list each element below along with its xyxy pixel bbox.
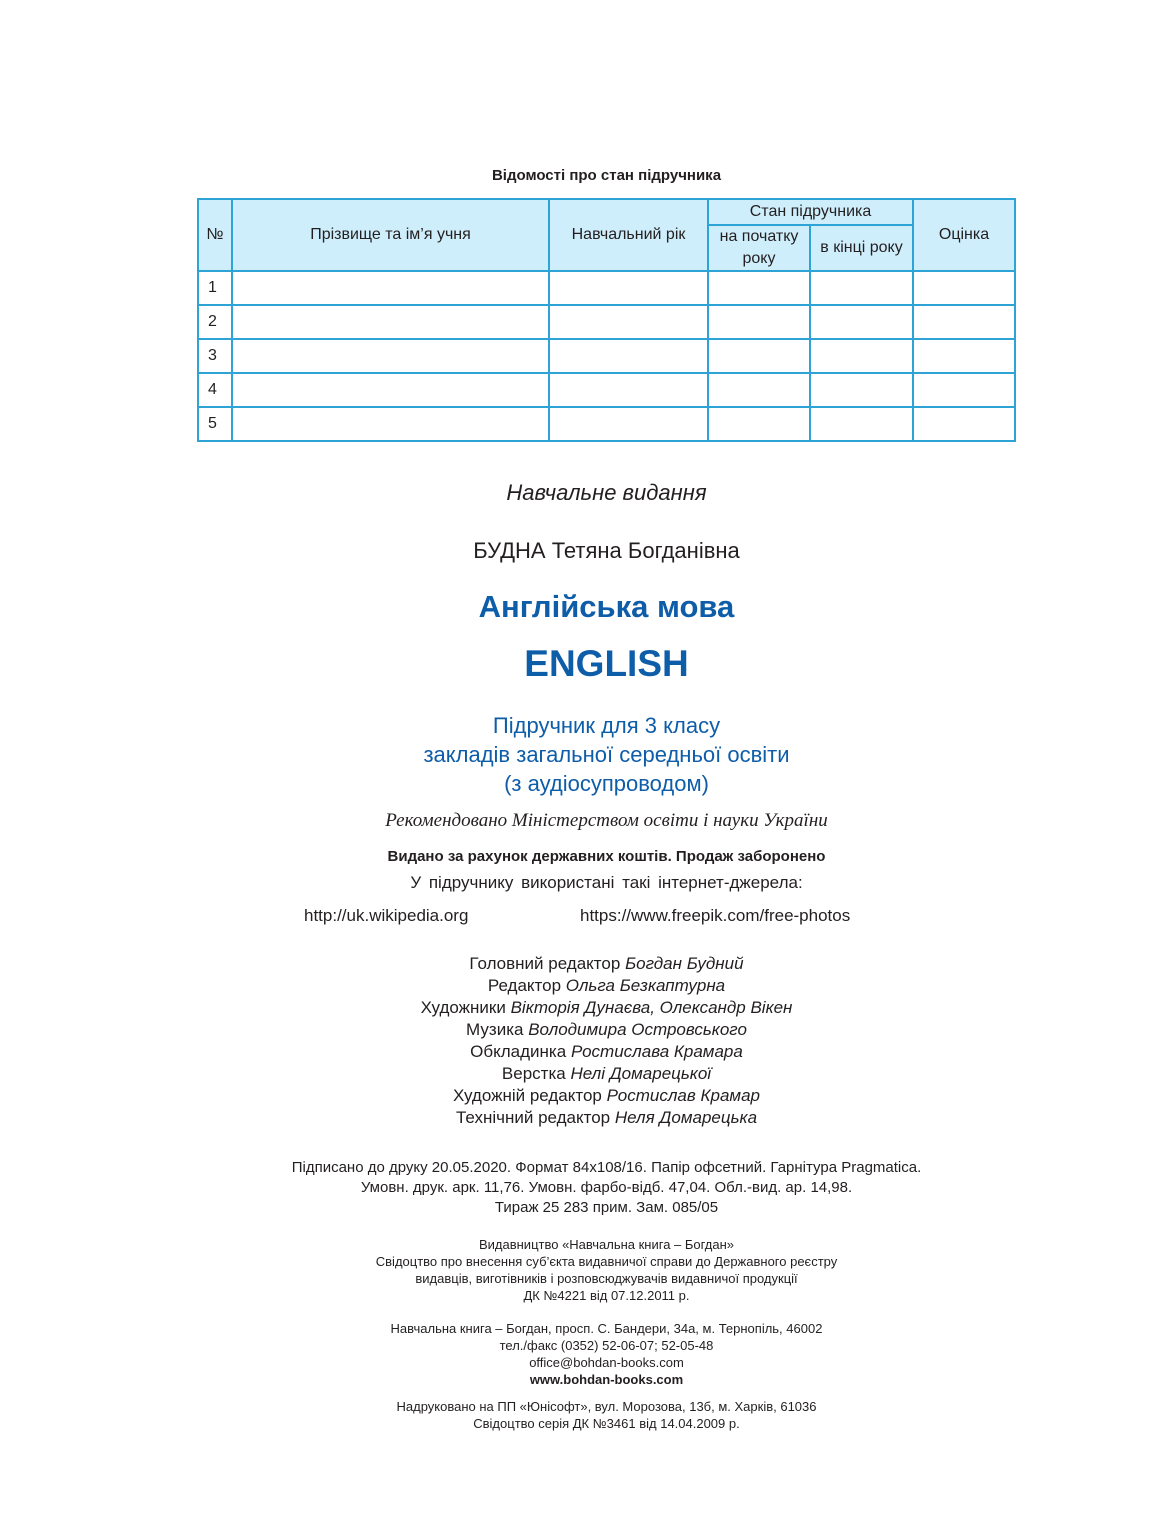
credit-role: Технічний редактор [455,1108,611,1127]
table-row [198,271,1015,305]
credit-person: Ростислав Крамар [606,1086,760,1105]
credit-role: Художники [420,998,506,1017]
source-link: http://uk.wikipedia.org [304,906,469,925]
condition-end-cell [810,373,913,407]
header-student-name: Прізвище та ім’я учня [232,199,549,271]
credit-person: Ростислава Крамара [570,1042,743,1061]
book-title-english: ENGLISH [524,643,689,684]
row-number: 5 [198,407,232,441]
grade-cell [913,373,1015,407]
student-name-cell [232,373,549,407]
condition-start-cell [708,271,810,305]
credit-line [0,1107,1162,1129]
student-name-cell [232,305,549,339]
state-funded-notice: Видано за рахунок державних коштів. Продаж заборонено [387,848,826,865]
grade-cell [913,407,1015,441]
condition-end-cell [810,407,913,441]
publisher-line: видавців, виготівників і розповсюджувачів видавничої продукції [415,1271,798,1286]
header-school-year: Навчальний рік [549,199,708,271]
credit-person: Нелі Домарецької [570,1064,712,1083]
table-row [198,339,1015,373]
book-title-ukrainian: Англійська мова [478,589,735,624]
credit-line [0,1041,1162,1063]
header-condition: Стан підручника [708,199,913,225]
table-caption: Відомості про стан підручника [491,167,722,184]
author-name: БУДНА Тетяна Богданівна [473,538,740,563]
source-link: https://www.freepik.com/free-photos [580,906,851,925]
header-condition-end: в кінці року [810,225,913,271]
publisher-contacts [0,1320,1162,1388]
grade-cell [913,305,1015,339]
printer-line: Надруковано на ПП «Юнісофт», вул. Морозова, 13б, м. Харків, 61036 [396,1399,817,1414]
credit-person: Богдан Будний [625,954,744,973]
row-number: 4 [198,373,232,407]
grade-cell [913,339,1015,373]
publisher-line: ДК №4221 від 07.12.2011 р. [523,1288,690,1303]
credit-role: Редактор [487,976,562,995]
textbook-condition-table [197,198,1016,442]
book-subtitle [0,711,1162,798]
row-number: 1 [198,271,232,305]
school-year-cell [549,407,708,441]
school-year-cell [549,373,708,407]
condition-start-cell [708,407,810,441]
printer-info [0,1398,1162,1432]
subtitle-line: Підручник для 3 класу [492,713,721,738]
subtitle-line: закладів загальної середньої освіти [423,742,790,767]
student-name-cell [232,407,549,441]
header-number: № [198,199,232,271]
credit-person: Володимира Островського [528,1020,747,1039]
table-row [198,407,1015,441]
credit-line [0,997,1162,1019]
credit-role: Головний редактор [469,954,621,973]
credit-role: Обкладинка [470,1042,567,1061]
publisher-line: Свідоцтво про внесення суб’єкта видавничої справи до Державного реєстру [375,1254,838,1269]
print-info-line: Умовн. друк. арк. 11,76. Умовн. фарбо-відб. 47,04. Обл.-вид. ар. 14,98. [360,1179,853,1196]
student-name-cell [232,339,549,373]
grade-cell [913,271,1015,305]
publisher-phone: тел./факс (0352) 52-06-07; 52-05-48 [499,1338,714,1353]
credit-role: Музика [466,1020,524,1039]
internet-sources-intro: У підручнику використані такі інтернет-джерела: [410,873,803,892]
ministry-recommendation: Рекомендовано Міністерством освіти і науки України [385,810,828,831]
condition-end-cell [810,339,913,373]
edition-type: Навчальне видання [506,480,707,505]
condition-start-cell [708,305,810,339]
condition-start-cell [708,373,810,407]
credit-line [0,1085,1162,1107]
print-info [0,1158,1162,1218]
school-year-cell [549,339,708,373]
table-row [198,305,1015,339]
publisher-email: office@bohdan-books.com [529,1355,684,1370]
subtitle-line: (з аудіосупроводом) [504,771,709,796]
student-name-cell [232,271,549,305]
publisher-line: Видавництво «Навчальна книга – Богдан» [478,1237,735,1252]
credit-line [0,953,1162,975]
credit-line [0,975,1162,997]
credit-person: Ольга Безкаптурна [565,976,726,995]
credit-person: Вікторія Дунаєва, Олександр Вікен [510,998,793,1017]
school-year-cell [549,271,708,305]
credit-role: Художній редактор [453,1086,602,1105]
header-grade: Оцінка [913,199,1015,271]
publisher-info [0,1236,1162,1304]
credit-role: Верстка [501,1064,566,1083]
credit-person: Неля Домарецька [614,1108,758,1127]
print-info-line: Тираж 25 283 прим. Зам. 085/05 [494,1199,719,1216]
credits-list [0,953,1162,1129]
condition-end-cell [810,305,913,339]
credit-line [0,1019,1162,1041]
credit-line [0,1063,1162,1085]
row-number: 2 [198,305,232,339]
condition-start-cell [708,339,810,373]
header-condition-start: на початку року [708,225,810,271]
school-year-cell [549,305,708,339]
publisher-website: www.bohdan-books.com [529,1372,684,1387]
publisher-address: Навчальна книга – Богдан, просп. С. Бандери, 34а, м. Тернопіль, 46002 [390,1321,823,1336]
print-info-line: Підписано до друку 20.05.2020. Формат 84x108/16. Папір офсетний. Гарнітура Pragmatica. [291,1159,922,1176]
row-number: 3 [198,339,232,373]
condition-end-cell [810,271,913,305]
table-row [198,373,1015,407]
printer-line: Свідоцтво серія ДК №3461 від 14.04.2009 р. [473,1416,740,1431]
